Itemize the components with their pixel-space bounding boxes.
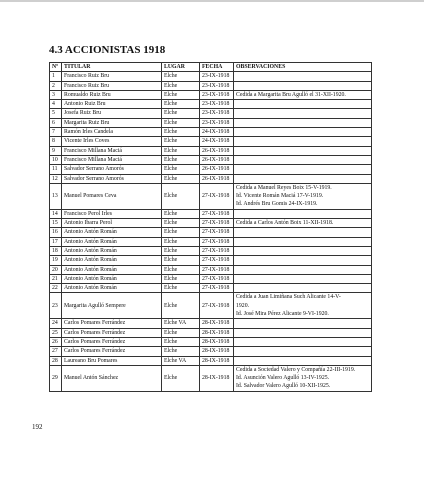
row-number: 23 <box>50 293 62 319</box>
row-number: 2 <box>50 81 62 90</box>
row-lugar: Elche <box>162 165 200 174</box>
row-titular: Carlos Pomares Ferrández <box>62 319 162 328</box>
table-row <box>50 209 372 218</box>
observation-line: Cedida a Sociedad Valero y Compañía 22-III-1919. <box>236 366 356 373</box>
row-fecha: 23-IX-1918 <box>200 81 234 90</box>
table-row <box>50 174 372 183</box>
table-row <box>50 347 372 356</box>
table-row <box>50 246 372 255</box>
row-fecha: 23-IX-1918 <box>200 90 234 99</box>
table-row <box>50 72 372 81</box>
row-observaciones <box>234 274 372 283</box>
row-number: 8 <box>50 137 62 146</box>
row-observaciones <box>234 284 372 293</box>
table-row <box>50 90 372 99</box>
row-titular: Francisco Millana Maciá <box>62 155 162 164</box>
row-titular: Carlos Pomares Ferrández <box>62 337 162 346</box>
section-heading: 4.3 ACCIONISTAS 1918 <box>49 44 166 56</box>
row-titular: Vicente Irles Coves <box>62 137 162 146</box>
row-observaciones <box>234 246 372 255</box>
row-number: 5 <box>50 109 62 118</box>
observation-line: Id. Vicente Román Maciá 17-V-1919. <box>236 193 324 200</box>
table-row <box>50 356 372 365</box>
row-observaciones <box>234 365 372 391</box>
header-titular: TITULAR <box>62 63 162 72</box>
row-observaciones <box>234 100 372 109</box>
row-fecha: 27-IX-1918 <box>200 256 234 265</box>
table-row <box>50 284 372 293</box>
row-number: 7 <box>50 128 62 137</box>
row-titular: Laureano Bru Pomares <box>62 356 162 365</box>
row-fecha: 24-IX-1918 <box>200 137 234 146</box>
observation-line: Cedida a Margarita Bru Agulló el 31-XII-1920. <box>236 91 346 98</box>
row-titular: Manuel Antón Sánchez <box>62 365 162 391</box>
table-row <box>50 256 372 265</box>
row-observaciones <box>234 219 372 228</box>
row-number: 1 <box>50 72 62 81</box>
row-lugar: Elche <box>162 265 200 274</box>
row-observaciones <box>234 165 372 174</box>
observation-line: Cedida a Juan Limiñana Such Alicante 14-V- <box>236 294 341 301</box>
row-fecha: 23-IX-1918 <box>200 100 234 109</box>
row-number: 13 <box>50 183 62 209</box>
observation-line: 1920. <box>236 302 250 309</box>
row-number: 15 <box>50 219 62 228</box>
row-titular: Antonio Antón Román <box>62 265 162 274</box>
row-observaciones <box>234 237 372 246</box>
row-observaciones <box>234 319 372 328</box>
table-row <box>50 319 372 328</box>
row-titular: Romualdo Ruiz Bru <box>62 90 162 99</box>
row-observaciones <box>234 174 372 183</box>
shareholders-table <box>49 62 372 392</box>
row-titular: Antonio Antón Román <box>62 246 162 255</box>
row-observaciones <box>234 81 372 90</box>
table-row <box>50 155 372 164</box>
row-number: 19 <box>50 256 62 265</box>
row-titular: Carlos Pomares Ferrández <box>62 347 162 356</box>
row-titular: Salvador Serrano Amorós <box>62 165 162 174</box>
table-row <box>50 237 372 246</box>
row-lugar: Elche <box>162 183 200 209</box>
page-top-border <box>0 0 424 2</box>
header-fecha: FECHA <box>200 63 234 72</box>
row-fecha: 27-IX-1918 <box>200 209 234 218</box>
row-lugar: Elche <box>162 109 200 118</box>
table-row <box>50 265 372 274</box>
header-number: Nº <box>50 63 62 72</box>
row-titular: Francisco Ruiz Bru <box>62 72 162 81</box>
row-fecha: 28-IX-1918 <box>200 356 234 365</box>
row-titular: Ramón Irles Candela <box>62 128 162 137</box>
row-number: 16 <box>50 228 62 237</box>
table-header-row <box>50 63 372 72</box>
row-titular: Josefa Ruiz Bru <box>62 109 162 118</box>
row-fecha: 27-IX-1918 <box>200 284 234 293</box>
observation-line: Id. José Mira Pérez Alicante 9-VI-1920. <box>236 311 329 318</box>
row-number: 24 <box>50 319 62 328</box>
row-lugar: Elche <box>162 284 200 293</box>
header-lugar: LUGAR <box>162 63 200 72</box>
row-number: 26 <box>50 337 62 346</box>
row-observaciones <box>234 155 372 164</box>
row-fecha: 28-IX-1918 <box>200 337 234 346</box>
table-row <box>50 274 372 283</box>
table-row <box>50 146 372 155</box>
observation-line: Id. Asunción Valero Agulló 13-IV-1925. <box>236 375 330 382</box>
row-fecha: 28-IX-1918 <box>200 347 234 356</box>
table-row <box>50 328 372 337</box>
table-row <box>50 128 372 137</box>
row-number: 28 <box>50 356 62 365</box>
row-number: 14 <box>50 209 62 218</box>
row-lugar: Elche <box>162 293 200 319</box>
row-number: 4 <box>50 100 62 109</box>
row-number: 12 <box>50 174 62 183</box>
row-lugar: Elche <box>162 256 200 265</box>
page-number: 192 <box>32 423 43 431</box>
row-number: 3 <box>50 90 62 99</box>
row-number: 20 <box>50 265 62 274</box>
row-number: 27 <box>50 347 62 356</box>
row-fecha: 26-IX-1918 <box>200 146 234 155</box>
table-row <box>50 100 372 109</box>
table-row <box>50 219 372 228</box>
row-number: 17 <box>50 237 62 246</box>
row-lugar: Elche <box>162 228 200 237</box>
table-row <box>50 293 372 319</box>
row-observaciones <box>234 183 372 209</box>
row-number: 18 <box>50 246 62 255</box>
table-row <box>50 183 372 209</box>
table-row <box>50 81 372 90</box>
row-number: 29 <box>50 365 62 391</box>
row-number: 25 <box>50 328 62 337</box>
row-observaciones <box>234 347 372 356</box>
row-observaciones <box>234 265 372 274</box>
row-fecha: 23-IX-1918 <box>200 118 234 127</box>
row-lugar: Elche <box>162 365 200 391</box>
row-lugar: Elche VA <box>162 356 200 365</box>
row-number: 22 <box>50 284 62 293</box>
row-fecha: 26-IX-1918 <box>200 155 234 164</box>
row-number: 10 <box>50 155 62 164</box>
row-fecha: 23-IX-1918 <box>200 109 234 118</box>
row-observaciones <box>234 72 372 81</box>
table-row <box>50 109 372 118</box>
row-fecha: 27-IX-1918 <box>200 183 234 209</box>
row-number: 6 <box>50 118 62 127</box>
row-observaciones <box>234 209 372 218</box>
row-fecha: 27-IX-1918 <box>200 228 234 237</box>
row-lugar: Elche <box>162 174 200 183</box>
row-titular: Antonio Antón Román <box>62 274 162 283</box>
observation-line: Cedida a Manuel Reyes Boix 15-V-1919. <box>236 184 332 191</box>
row-observaciones <box>234 109 372 118</box>
row-lugar: Elche <box>162 209 200 218</box>
row-fecha: 27-IX-1918 <box>200 246 234 255</box>
row-fecha: 23-IX-1918 <box>200 72 234 81</box>
row-observaciones <box>234 293 372 319</box>
row-observaciones <box>234 337 372 346</box>
table-row <box>50 337 372 346</box>
row-lugar: Elche <box>162 347 200 356</box>
row-titular: Antonio Ibarra Perol <box>62 219 162 228</box>
row-fecha: 28-IX-1918 <box>200 319 234 328</box>
table-row <box>50 118 372 127</box>
row-lugar: Elche <box>162 146 200 155</box>
row-observaciones <box>234 356 372 365</box>
row-observaciones <box>234 328 372 337</box>
row-observaciones <box>234 118 372 127</box>
row-titular: Antonio Ruiz Bru <box>62 100 162 109</box>
row-lugar: Elche <box>162 246 200 255</box>
table-row <box>50 165 372 174</box>
row-lugar: Elche <box>162 118 200 127</box>
table-row <box>50 228 372 237</box>
table-body <box>50 72 372 391</box>
observation-line: Id. Salvador Valero Agulló 10-XII-1925. <box>236 383 331 390</box>
row-fecha: 24-IX-1918 <box>200 128 234 137</box>
row-observaciones <box>234 90 372 99</box>
row-lugar: Elche <box>162 90 200 99</box>
row-lugar: Elche <box>162 274 200 283</box>
row-observaciones <box>234 128 372 137</box>
row-titular: Margarita Ruiz Bru <box>62 118 162 127</box>
row-titular: Antonio Antón Román <box>62 228 162 237</box>
row-titular: Francisco Perol Irles <box>62 209 162 218</box>
row-titular: Antonio Antón Román <box>62 256 162 265</box>
row-observaciones <box>234 228 372 237</box>
row-lugar: Elche <box>162 128 200 137</box>
row-titular: Carlos Pomares Ferrández <box>62 328 162 337</box>
table-row <box>50 137 372 146</box>
row-number: 9 <box>50 146 62 155</box>
row-lugar: Elche <box>162 337 200 346</box>
row-titular: Antonio Antón Román <box>62 284 162 293</box>
row-titular: Francisco Millana Maciá <box>62 146 162 155</box>
row-number: 11 <box>50 165 62 174</box>
row-fecha: 27-IX-1918 <box>200 237 234 246</box>
row-lugar: Elche <box>162 137 200 146</box>
row-lugar: Elche <box>162 81 200 90</box>
row-fecha: 27-IX-1918 <box>200 274 234 283</box>
row-fecha: 28-IX-1918 <box>200 328 234 337</box>
row-fecha: 27-IX-1918 <box>200 293 234 319</box>
row-observaciones <box>234 146 372 155</box>
row-lugar: Elche <box>162 72 200 81</box>
row-lugar: Elche <box>162 100 200 109</box>
row-titular: Margarita Agulló Sempere <box>62 293 162 319</box>
row-fecha: 27-IX-1918 <box>200 265 234 274</box>
row-lugar: Elche <box>162 328 200 337</box>
observation-line: Cedida a Carlos Antón Boix 11-XII-1918. <box>236 220 334 227</box>
row-titular: Antonio Antón Román <box>62 237 162 246</box>
table-row <box>50 365 372 391</box>
row-titular: Manuel Pomares Ceva <box>62 183 162 209</box>
row-number: 21 <box>50 274 62 283</box>
row-fecha: 26-IX-1918 <box>200 165 234 174</box>
row-fecha: 28-IX-1918 <box>200 365 234 391</box>
row-observaciones <box>234 256 372 265</box>
row-lugar: Elche <box>162 237 200 246</box>
row-lugar: Elche <box>162 155 200 164</box>
row-titular: Salvador Serrano Amorós <box>62 174 162 183</box>
row-lugar: Elche <box>162 219 200 228</box>
row-fecha: 27-IX-1918 <box>200 219 234 228</box>
row-lugar: Elche VA <box>162 319 200 328</box>
observation-line: Id. Andrés Bru Gomis 24-IX-1919. <box>236 201 318 208</box>
row-titular: Francisco Ruiz Bru <box>62 81 162 90</box>
header-observaciones: OBSERVACIONES <box>234 63 372 72</box>
row-observaciones <box>234 137 372 146</box>
row-fecha: 26-IX-1918 <box>200 174 234 183</box>
